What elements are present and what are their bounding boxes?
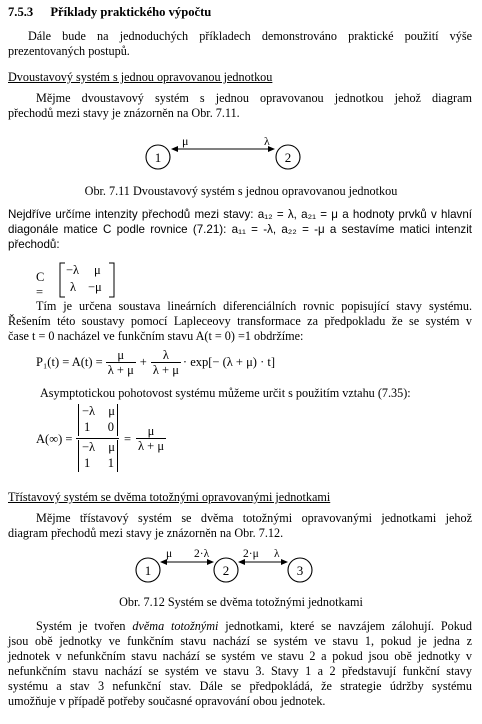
two-state-heading: Dvoustavový systém s jednou opravovanou jednotkou: [8, 70, 273, 84]
rates-line-2: diagonále matice C podle rovnice (7.21): a₁₁ = -λ, a₂₂ = -μ a sestavíme matici intenzit: [8, 223, 472, 236]
node-label: 1: [154, 150, 162, 165]
node-label: 1: [144, 563, 152, 578]
formula-lhs: P₁(t) = A(t) =: [36, 354, 103, 369]
rates-line-3: přechodů:: [8, 238, 60, 251]
final-para-line-5: systému a stav 3 nefunkční stav. Dále se předpokládá, že strategie údržby systému: [8, 679, 472, 693]
fraction-denominator: λ + μ: [107, 362, 134, 377]
final-para-line-6: umožňuje v případě potřeby současné opravování obou jednotek.: [8, 694, 326, 708]
asymptotic-formula: [36, 404, 236, 474]
determinant-cell: −λ: [82, 404, 96, 418]
solution-line-3: čase t = 0 nacházel ve funkčním stavu A(t = 0) =1 obdržíme:: [8, 329, 304, 343]
three-state-text-2: diagram přechodů mezi stavy je znázorněn na Obr. 7.12.: [8, 526, 284, 540]
solution-line-1: Tím je určena soustava lineárních diferenciálních rovnic popisující stavy systému.: [36, 299, 472, 313]
asymptotic-result: [136, 424, 166, 453]
fraction-numerator: μ: [106, 348, 136, 363]
numerator-determinant: [78, 404, 118, 436]
fraction-numerator: μ: [136, 424, 166, 439]
two-state-diagram: [138, 134, 308, 178]
matrix-cell: μ: [94, 263, 101, 277]
section-title: Příklady praktického výpočtu: [50, 5, 212, 19]
final-para-line-3: jednotek v nefunkčním stavu nachází se systém ve stavu 2 a pokud jsou obě jednotky v: [8, 649, 472, 663]
fraction-denominator: λ + μ: [152, 362, 179, 377]
node-label: 2: [284, 150, 292, 165]
final-para-line-2: jsou obě jednotky ve funkčním stavu nachází se systém ve stavu 1, pokud je jedna z: [8, 634, 472, 648]
rate-label: μ: [166, 548, 173, 560]
two-state-text-1: Mějme dvoustavový systém s jednou opravovanou jednotkou jehož diagram: [36, 91, 472, 105]
fraction-bar: [76, 438, 119, 439]
rate-label: λ: [274, 548, 280, 560]
rate-label: 2·λ: [194, 548, 210, 560]
text-run: Systém je tvořen: [36, 619, 133, 633]
three-state-diagram: [128, 546, 328, 590]
determinant-cell: 1: [107, 456, 114, 470]
formula-fraction: [106, 348, 136, 377]
node-label: 2: [222, 563, 230, 578]
determinant-cell: 1: [84, 420, 91, 434]
section-number: 7.5.3: [8, 5, 34, 19]
figure-caption-7-12: Obr. 7.12 Systém se dvěma totožnými jednotkami: [119, 595, 363, 609]
intro-line-2: prezentovaných postupů.: [8, 44, 130, 58]
node-label: 3: [296, 563, 304, 578]
fraction-numerator: λ: [151, 348, 181, 363]
asymptotic-text: Asymptotickou pohotovost systému můžeme určit s použitím vztahu (7.35):: [40, 386, 411, 400]
three-state-text-1: Mějme třístavový systém se dvěma totožnými opravovanými jednotkami jehož: [36, 511, 472, 525]
rate-label: 2·μ: [243, 548, 259, 560]
matrix-lhs: C =: [36, 270, 45, 299]
formula-fraction: [151, 348, 181, 377]
intro-line-1: Dále bude na jednoduchých příkladech demonstrováno praktické použití výše: [28, 29, 472, 43]
two-state-text-2: přechodů mezi stavy je znázorněn na Obr. 7.11.: [8, 106, 240, 120]
rates-line-1: Nejdříve určíme intenzity přechodů mezi stavy: a₁₂ = λ, a₂₁ = μ a hodnoty prvků v hlavní: [8, 208, 472, 221]
solution-line-2: Řešením této soustavy pomocí Lapleceovy transformace za předpokladu že se systém v: [8, 314, 472, 328]
final-para-line-4: nefunkčním stavu nachází se systém ve stavu 3. Stavy 1 a 2 představují funkční stavy: [8, 664, 472, 678]
matrix-cell: −λ: [66, 263, 80, 277]
final-para-line-1: [8, 619, 472, 634]
matrix-cell: λ: [70, 280, 77, 294]
section-heading: [8, 5, 211, 20]
rate-label: μ: [182, 134, 189, 148]
text-run: jednotkami, které se navzájem zálohují. Pokud: [218, 619, 472, 633]
availability-formula: [36, 346, 275, 378]
figure-caption-7-11: Obr. 7.11 Dvoustavový systém s jednou opravovanou jednotkou: [84, 184, 398, 198]
determinant-cell: μ: [108, 404, 115, 418]
fraction-denominator: λ + μ: [138, 439, 165, 453]
determinant-cell: −λ: [82, 440, 96, 454]
three-state-heading: Třístavový systém se dvěma totožnými opravovanými jednotkami: [8, 490, 331, 504]
denominator-determinant: [78, 440, 118, 472]
determinant-cell: 1: [84, 456, 91, 470]
determinant-cell: 0: [107, 420, 114, 434]
matrix-cell: −μ: [88, 280, 102, 294]
rate-label: λ: [264, 134, 270, 148]
formula-operator: +: [139, 354, 147, 369]
determinant-cell: μ: [108, 440, 115, 454]
emphasis-text: dvěma totožnými: [132, 619, 219, 633]
formula-tail: · exp[− (λ + μ) · t]: [182, 354, 276, 369]
asymptotic-lhs: A(∞) =: [36, 432, 73, 446]
asymptotic-equals: =: [124, 432, 132, 446]
